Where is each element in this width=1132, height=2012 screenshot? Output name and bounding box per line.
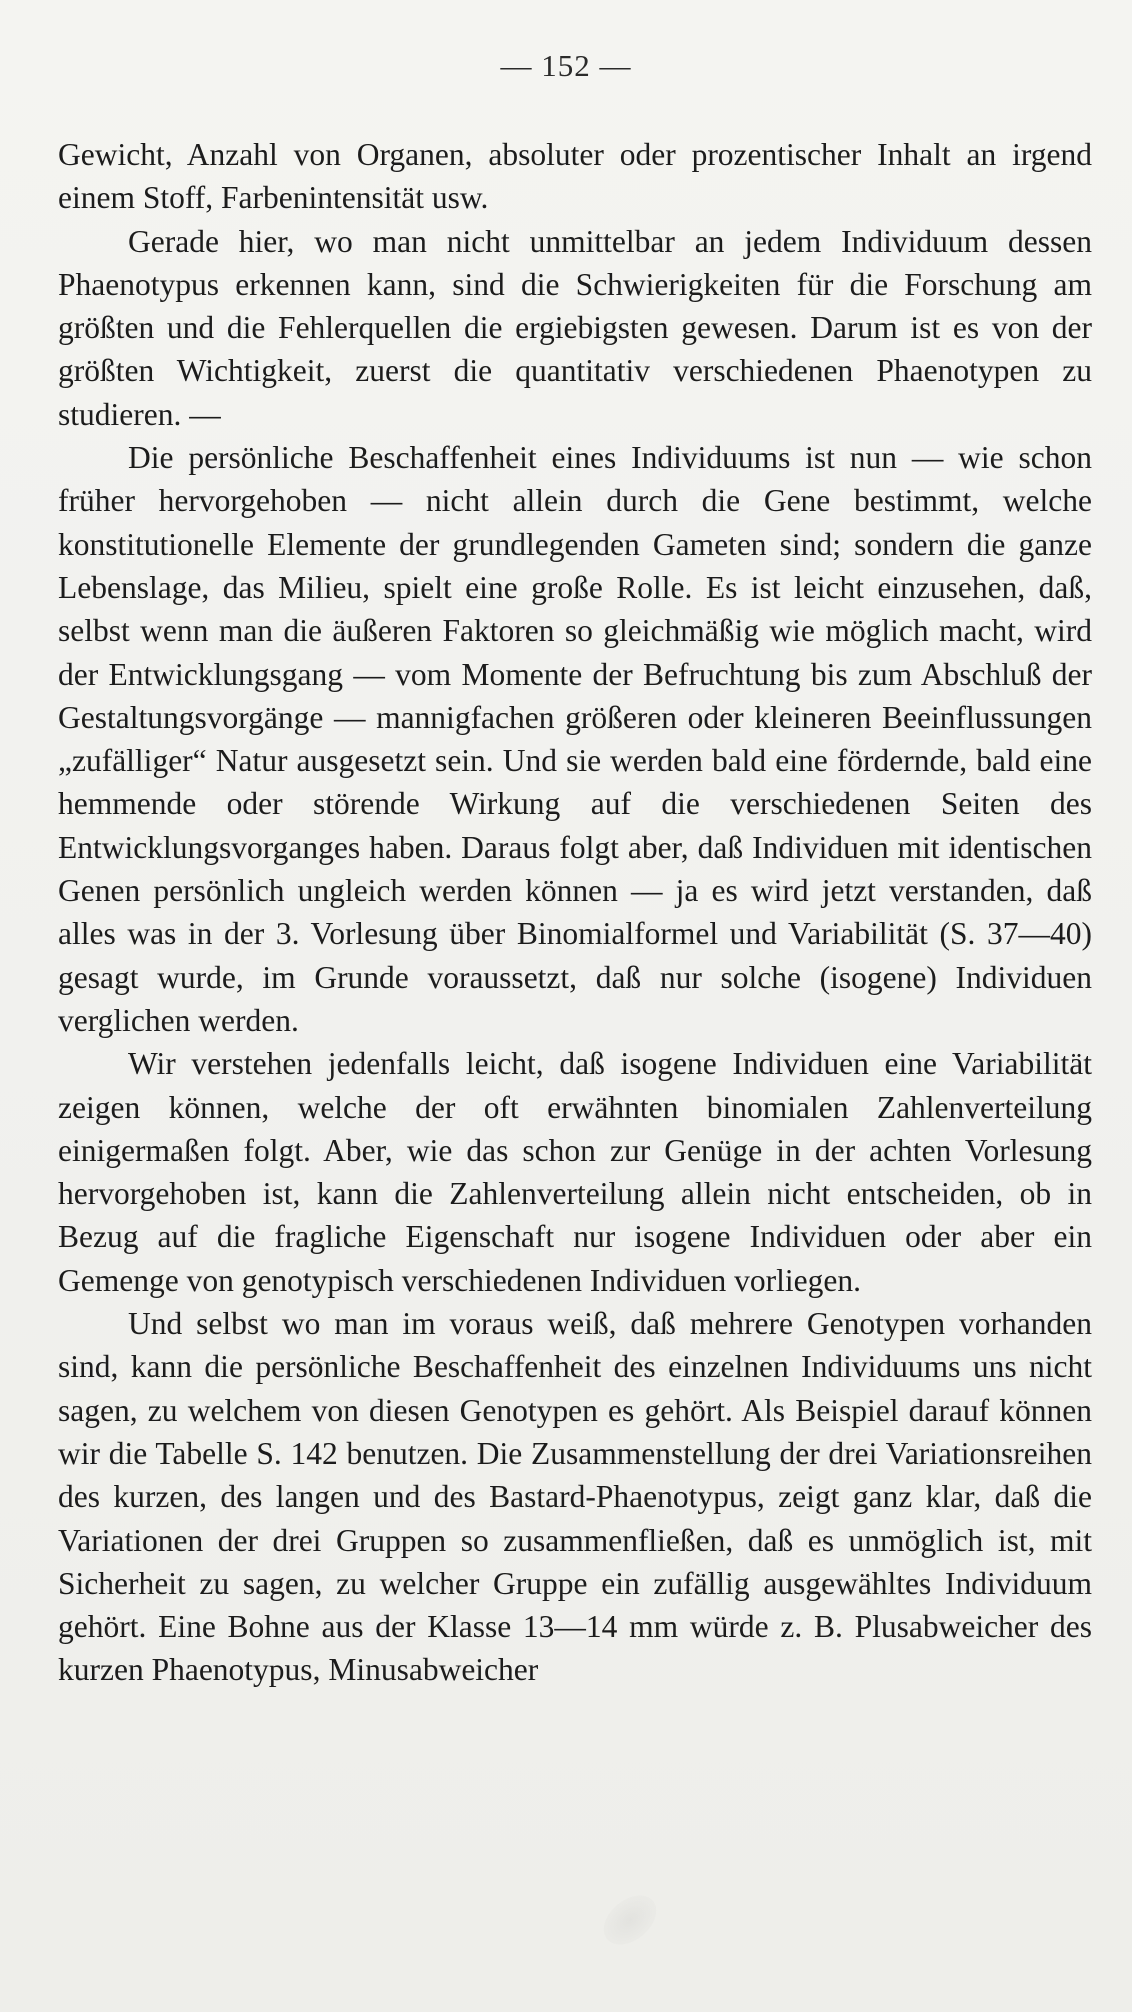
paragraph-4: Wir verstehen jedenfalls leicht, daß isogene Individuen eine Variabilität zeigen können, welche der oft erwähnten binomialen Zahlenverteilung einigermaßen folgt. Aber, wie das schon zur Genüge in der achten Vorlesung hervorgehoben ist, kann die Zahlenverteilung allein nicht entscheiden, ob in Bezug auf die fragliche Eigenschaft nur isogene Individuen oder aber ein Gemenge von genotypisch verschiedenen Individuen vorliegen. <box>58 1046 1092 1298</box>
paragraph-2: Gerade hier, wo man nicht unmittelbar an jedem Individuum dessen Phaenotypus erkennen kann, sind die Schwierigkeiten für die Forschung am größten und die Fehlerquellen die ergiebigsten gewesen. Darum ist es von der größten Wichtigkeit, zuerst die quantitativ verschiedenen Phaenotypen zu studieren. — <box>58 223 1092 432</box>
page-number: — 152 — <box>500 48 632 83</box>
paragraph-3: Die persönliche Beschaffenheit eines Individuums ist nun — wie schon früher hervorgehoben — nicht allein durch die Gene bestimmt, welche konstitutionelle Elemente der grundlegenden Gameten sind; sondern die ganze Lebenslage, das Milieu, spielt eine große Rolle. Es ist leicht einzusehen, daß, selbst wenn man die äußeren Faktoren so gleichmäßig wie möglich macht, wird der Entwicklungsgang — vom Momente der Befruchtung bis zum Abschluß der Gestaltungsvorgänge — mannigfachen größeren oder kleineren Beeinflussungen „zufälliger“ Natur ausgesetzt sein. Und sie werden bald eine fördernde, bald eine hemmende oder störende Wirkung auf die verschiedenen Seiten des Entwicklungsvorganges haben. Daraus folgt aber, daß Individuen mit identischen Genen persönlich ungleich werden können — ja es wird jetzt verstanden, daß alles was in der 3. Vorlesung über Binomialformel und Variabilität (S. 37—40) gesagt wurde, im Grunde voraussetzt, daß nur solche (isogene) Individuen verglichen werden. <box>58 440 1092 1038</box>
paper-smudge <box>594 1885 666 1954</box>
paragraph-5: Und selbst wo man im voraus weiß, daß mehrere Genotypen vorhanden sind, kann die persönliche Beschaffenheit des einzelnen Individuums uns nicht sagen, zu welchem von diesen Genotypen es gehört. Als Beispiel darauf können wir die Tabelle S. 142 benutzen. Die Zusammenstellung der drei Variationsreihen des kurzen, des langen und des Bastard-Phaenotypus, zeigt ganz klar, daß die Variationen der drei Gruppen so zusammenfließen, daß es unmöglich ist, mit Sicherheit zu sagen, zu welcher Gruppe ein zufällig ausgewähltes Individuum gehört. Eine Bohne aus der Klasse 13—14 mm würde z. B. Plusabweicher des kurzen Phaenotypus, Minusabweicher <box>58 1306 1092 1688</box>
body-text <box>58 133 1092 1692</box>
paragraph-1: Gewicht, Anzahl von Organen, absoluter oder prozentischer Inhalt an irgend einem Stoff, Farbenintensität usw. <box>58 137 1092 216</box>
